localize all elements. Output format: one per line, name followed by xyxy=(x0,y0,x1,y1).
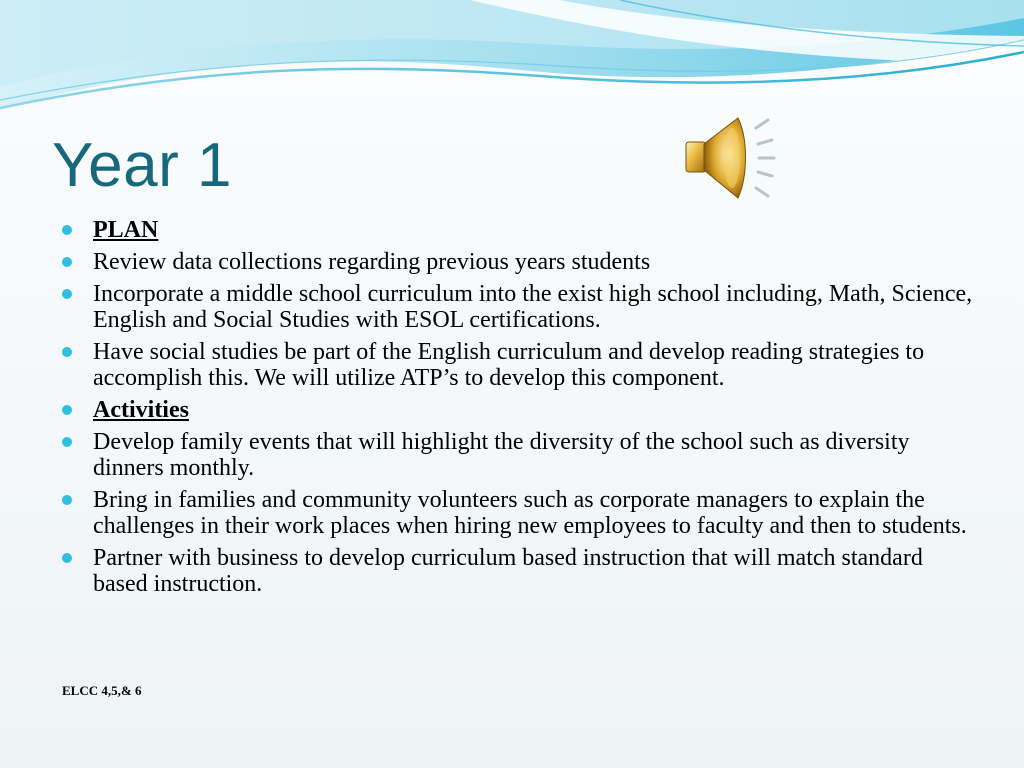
bullet-text: Review data collections regarding previous years students xyxy=(93,249,651,275)
bullet-item-plan xyxy=(62,217,982,243)
bullet-list xyxy=(62,217,982,603)
bullet-text: Partner with business to develop curriculum based instruction that will match standard based instruction. xyxy=(93,545,923,597)
bullet-dot-icon xyxy=(62,553,72,563)
bullet-item-volunteers xyxy=(62,487,982,539)
bullet-dot-icon xyxy=(62,289,72,299)
bullet-dot-icon xyxy=(62,225,72,235)
bullet-text: Develop family events that will highlight the diversity of the school such as diversity dinners monthly. xyxy=(93,429,910,481)
bullet-dot-icon xyxy=(62,437,72,447)
wave-header-decoration xyxy=(0,0,1024,120)
footer-note: ELCC 4,5,& 6 xyxy=(62,683,142,698)
bullet-item-review-data xyxy=(62,249,982,275)
bullet-dot-icon xyxy=(62,405,72,415)
speaker-sound-icon[interactable] xyxy=(682,108,782,208)
bullet-text: Activities xyxy=(93,397,189,423)
bullet-item-curriculum xyxy=(62,281,982,333)
bullet-dot-icon xyxy=(62,495,72,505)
bullet-item-social-studies xyxy=(62,339,982,391)
bullet-item-business-partner xyxy=(62,545,982,597)
bullet-item-family-events xyxy=(62,429,982,481)
bullet-item-activities xyxy=(62,397,982,423)
bullet-text: Incorporate a middle school curriculum into the exist high school including, Math, Science, English and Social Studies with ESOL certifications. xyxy=(93,281,973,333)
slide-title: Year 1 xyxy=(52,131,232,200)
bullet-dot-icon xyxy=(62,347,72,357)
bullet-text: Have social studies be part of the English curriculum and develop reading strategies to accomplish this. We will utilize ATP’s to develop this component. xyxy=(93,339,925,391)
bullet-text: Bring in families and community volunteers such as corporate managers to explain the challenges in their work places when hiring new employees to faculty and then to students. xyxy=(93,487,967,539)
bullet-dot-icon xyxy=(62,257,72,267)
bullet-text: PLAN xyxy=(93,217,159,243)
